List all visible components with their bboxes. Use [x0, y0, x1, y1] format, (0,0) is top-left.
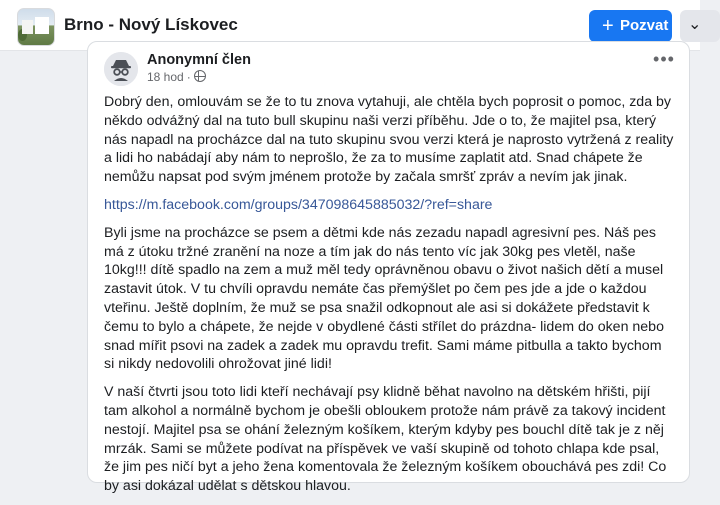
post-card [87, 41, 690, 495]
post-meta: 18 hod · [147, 70, 206, 84]
group-name[interactable]: Brno - Nový Lískovec [64, 15, 238, 34]
invite-button-label: Pozvat [620, 17, 669, 34]
globe-icon [194, 70, 206, 82]
post-paragraph: Dobrý den, omlouvám se že to tu znova vytahuji, ale chtěla bych poprosit o pomoc, zda by někdo odvážný dal na tuto bull skupinu naši verzi příběhu. Jde o to, že majitel psa, který nás napadl na procházce dal na tuto skupinu svou verzi která je naprosto vytržená z reality a lidi ho nabádají aby nám to neprošlo, že za to musíme zaplatit atd. Snad chápete že nemůžu napsat pod svým jménem protože by začala smršť zpráv a nevím jak jinak. [104, 94, 674, 186]
anonymous-member-icon[interactable] [104, 52, 138, 86]
invite-button[interactable] [589, 10, 672, 42]
post-link[interactable]: https://m.facebook.com/groups/347098645885032/?ref=share [104, 196, 493, 213]
group-cover-thumbnail[interactable] [17, 8, 55, 46]
more-options-button[interactable] [680, 10, 720, 42]
post-timestamp[interactable]: 18 hod [147, 70, 184, 84]
post-paragraph: Byli jsme na procházce se psem a dětmi kde nás zezadu napadl agresivní pes. Náš pes má z útoku tržné zranění na noze a tím jak do nás tento víc jak 30kg pes vletěl, naše 10kg!!! dítě spadlo na zem a muž měl tedy oprávněnou obavu o život našich dětí a musel zastavit útok. V tu chvíli opravdu nemáte čas přemýšlet po čem pes jde a jde o každou vteřinu. Ještě doplním, že muž se psa snažil odkopnout ale asi si dokážete představit k čemu to bylo a chápete, že nejde v obydlené části střílet do prázdna- lidem do oken nebo snad mířit psovi na zadek a zadek mu opravdu trefit. Sami máme pitbulla a takto bychom si nikdy nedovolili ohrožovat jiné lidi! [104, 224, 664, 373]
plus-icon: + [602, 15, 614, 37]
more-horizontal-icon[interactable]: ••• [653, 49, 675, 69]
chevron-down-icon: ⌄ [688, 16, 702, 33]
post-paragraph: V naší čtvrti jsou toto lidi kteří nechávají psy klidně běhat navolno na dětském hřišti, pijí tam alkohol a normálně bychom je obešli obloukem protože nám právě za takový incident nestojí. Majitel psa se ohání železným košíkem, kterým kdyby pes bouchl dítě tak je z něj mrzák. Sami se můžete podívat na příspěvek ve vaší skupině od tohoto chlapa kde psal, že jim pes ničí byt a jeho žena komentovala že železným košíkem obouchává pes zdi! Co by asi dokázal udělat s dětskou hlavou. [104, 384, 667, 495]
post-author[interactable]: Anonymní člen [147, 52, 251, 68]
post-body [104, 93, 674, 505]
